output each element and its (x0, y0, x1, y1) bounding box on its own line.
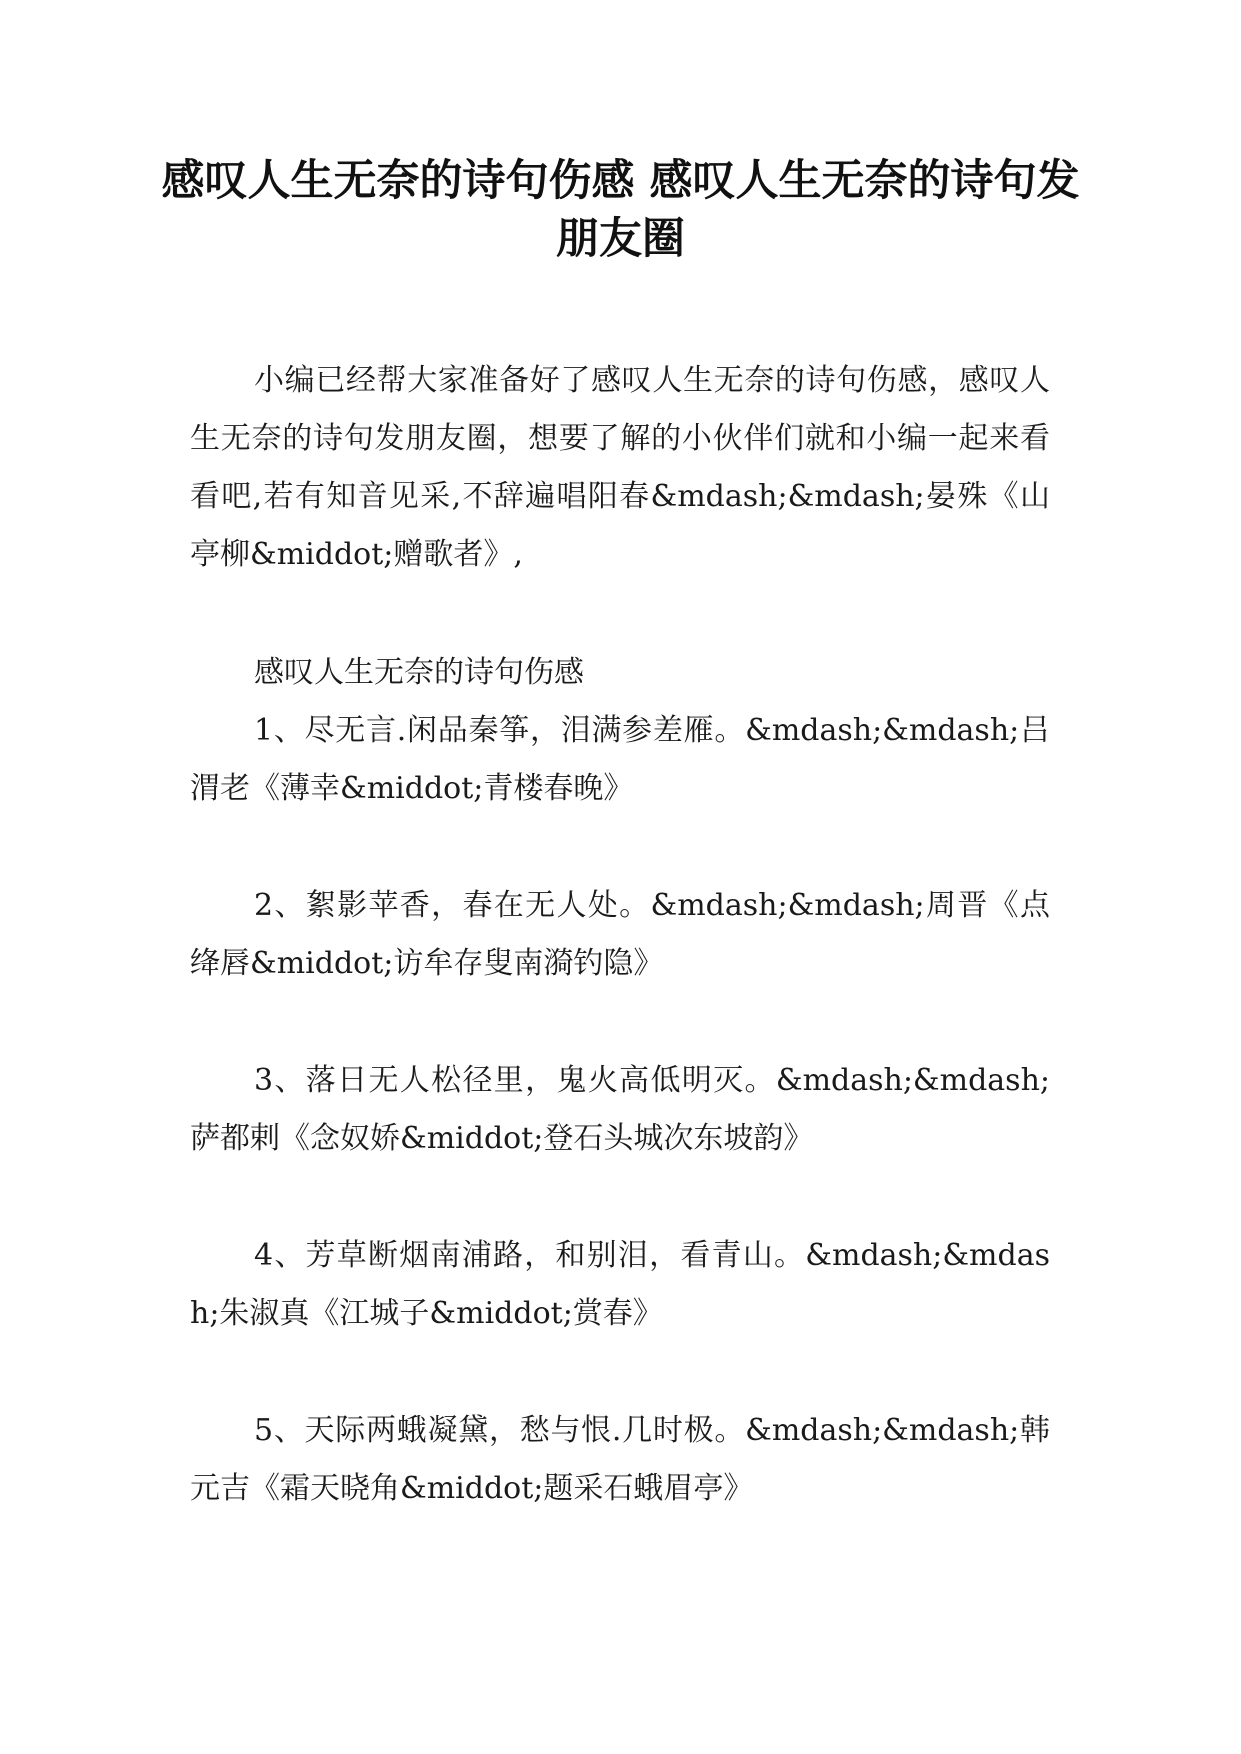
poem-list-item: 2、絮影苹香，春在无人处。&mdash;&mdash;周晋《点绛唇&middot;访牟存叟南漪钓隐》 (190, 888, 1050, 981)
poem-list-item: 4、芳草断烟南浦路，和别泪，看青山。&mdash;&mdash;朱淑真《江城子&middot;赏春》 (190, 1238, 1050, 1331)
intro-paragraph: 小编已经帮大家准备好了感叹人生无奈的诗句伤感，感叹人生无奈的诗句发朋友圈，想要了解的小伙伴们就和小编一起来看看吧,若有知音见采,不辞遍唱阳春&mdash;&mdash;晏殊《山亭柳&middot;赠歌者》, (190, 363, 1050, 572)
poem-list-item: 3、落日无人松径里，鬼火高低明灭。&mdash;&mdash;萨都剌《念奴娇&middot;登石头城次东坡韵》 (190, 1063, 1050, 1156)
poem-list-item: 1、尽无言.闲品秦筝，泪满参差雁。&mdash;&mdash;吕渭老《薄幸&middot;青楼春晚》 (190, 713, 1050, 806)
page-title: 感叹人生无奈的诗句伤感 感叹人生无奈的诗句发朋友圈 (161, 156, 1080, 264)
poem-list-item: 5、天际两蛾凝黛，愁与恨.几时极。&mdash;&mdash;韩元吉《霜天晓角&middot;题采石蛾眉亭》 (190, 1413, 1050, 1506)
section-heading: 感叹人生无奈的诗句伤感 (254, 655, 584, 690)
